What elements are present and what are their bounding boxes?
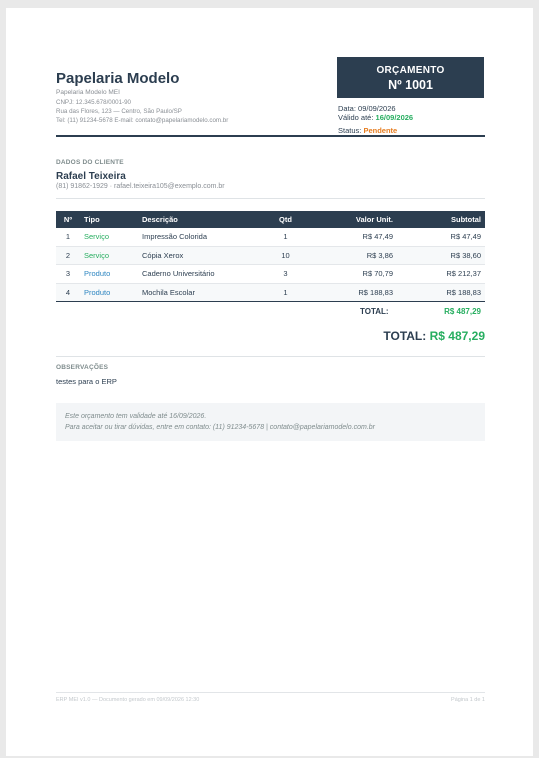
quote-valid-value: 16/09/2026 [375, 113, 414, 122]
client-section-label: DADOS DO CLIENTE [56, 159, 124, 166]
client-contact: (81) 91862-1929 · rafael.teixeira105@exemplo.com.br [56, 183, 225, 190]
footer-divider [56, 692, 485, 693]
header-type: Tipo [80, 211, 138, 228]
row-quantity: 10 [258, 246, 313, 265]
row-unit-price: R$ 47,49 [313, 228, 397, 246]
row-type: Serviço [80, 246, 138, 265]
row-number: 2 [56, 246, 80, 265]
grand-total [56, 329, 485, 343]
row-quantity: 1 [258, 283, 313, 302]
row-quantity: 1 [258, 228, 313, 246]
items-table [56, 211, 485, 302]
row-subtotal: R$ 38,60 [397, 246, 485, 265]
row-number: 3 [56, 265, 80, 284]
header-quantity: Qtd [258, 211, 313, 228]
row-number: 4 [56, 283, 80, 302]
table-total-value: R$ 487,29 [444, 307, 481, 316]
header-description: Descrição [138, 211, 258, 228]
notes-section-label: OBSERVAÇÕES [56, 364, 109, 371]
row-description: Mochila Escolar [138, 283, 258, 302]
table-row [56, 246, 485, 265]
row-description: Cópia Xerox [138, 246, 258, 265]
row-type: Serviço [80, 228, 138, 246]
row-number: 1 [56, 228, 80, 246]
grand-total-value: R$ 487,29 [429, 329, 485, 343]
client-name: Rafael Teixeira [56, 171, 126, 182]
row-unit-price: R$ 70,79 [313, 265, 397, 284]
quote-date-value: 09/09/2026 [358, 104, 396, 113]
row-subtotal: R$ 188,83 [397, 283, 485, 302]
row-type: Produto [80, 265, 138, 284]
client-divider [56, 198, 485, 199]
quote-number: Nº 1001 [388, 78, 433, 92]
footer-page-number: Página 1 de 1 [451, 697, 485, 703]
quote-date-label: Data: [338, 104, 356, 113]
validity-line-1: Este orçamento tem validade até 16/09/2026. [65, 413, 207, 420]
validity-box [56, 403, 485, 441]
row-unit-price: R$ 188,83 [313, 283, 397, 302]
quote-date [338, 104, 396, 113]
quote-badge [337, 57, 484, 98]
quote-valid-label: Válido até: [338, 113, 374, 122]
header-divider [56, 135, 485, 137]
table-total-label: TOTAL: [360, 307, 389, 316]
table-header [56, 211, 485, 228]
quote-valid-until [338, 113, 413, 122]
row-quantity: 3 [258, 265, 313, 284]
company-cnpj: CNPJ: 12.345.678/0001-90 [56, 99, 131, 106]
row-unit-price: R$ 3,86 [313, 246, 397, 265]
row-description: Impressão Colorida [138, 228, 258, 246]
company-name: Papelaria Modelo [56, 70, 180, 87]
company-subtitle: Papelaria Modelo MEI [56, 89, 120, 96]
row-description: Caderno Universitário [138, 265, 258, 284]
quote-status-label: Status: [338, 126, 362, 135]
table-row [56, 228, 485, 246]
status-badge: Pendente [363, 126, 398, 135]
quote-status [338, 126, 397, 135]
table-row [56, 265, 485, 284]
table-row [56, 283, 485, 302]
row-subtotal: R$ 47,49 [397, 228, 485, 246]
quote-page [6, 8, 533, 756]
company-address: Rua das Flores, 123 — Centro, São Paulo/SP [56, 108, 182, 115]
company-contact: Tel: (11) 91234-5678 E-mail: contato@papelariamodelo.com.br [56, 117, 229, 124]
header-subtotal: Subtotal [397, 211, 485, 228]
quote-title: ORÇAMENTO [376, 65, 445, 76]
notes-divider [56, 356, 485, 357]
company-details [56, 98, 485, 125]
validity-line-2: Para aceitar ou tirar dúvidas, entre em contato: (11) 91234-5678 | contato@papelariamodelo.com.br [65, 424, 375, 431]
footer-generated: ERP MEI v1.0 — Documento gerado em 09/09/2026 12:30 [56, 697, 200, 703]
row-type: Produto [80, 283, 138, 302]
grand-total-label: TOTAL: [383, 329, 427, 343]
header-unit-price: Valor Unit. [313, 211, 397, 228]
row-subtotal: R$ 212,37 [397, 265, 485, 284]
header-number: Nº [56, 211, 80, 228]
notes-text: testes para o ERP [56, 377, 117, 386]
